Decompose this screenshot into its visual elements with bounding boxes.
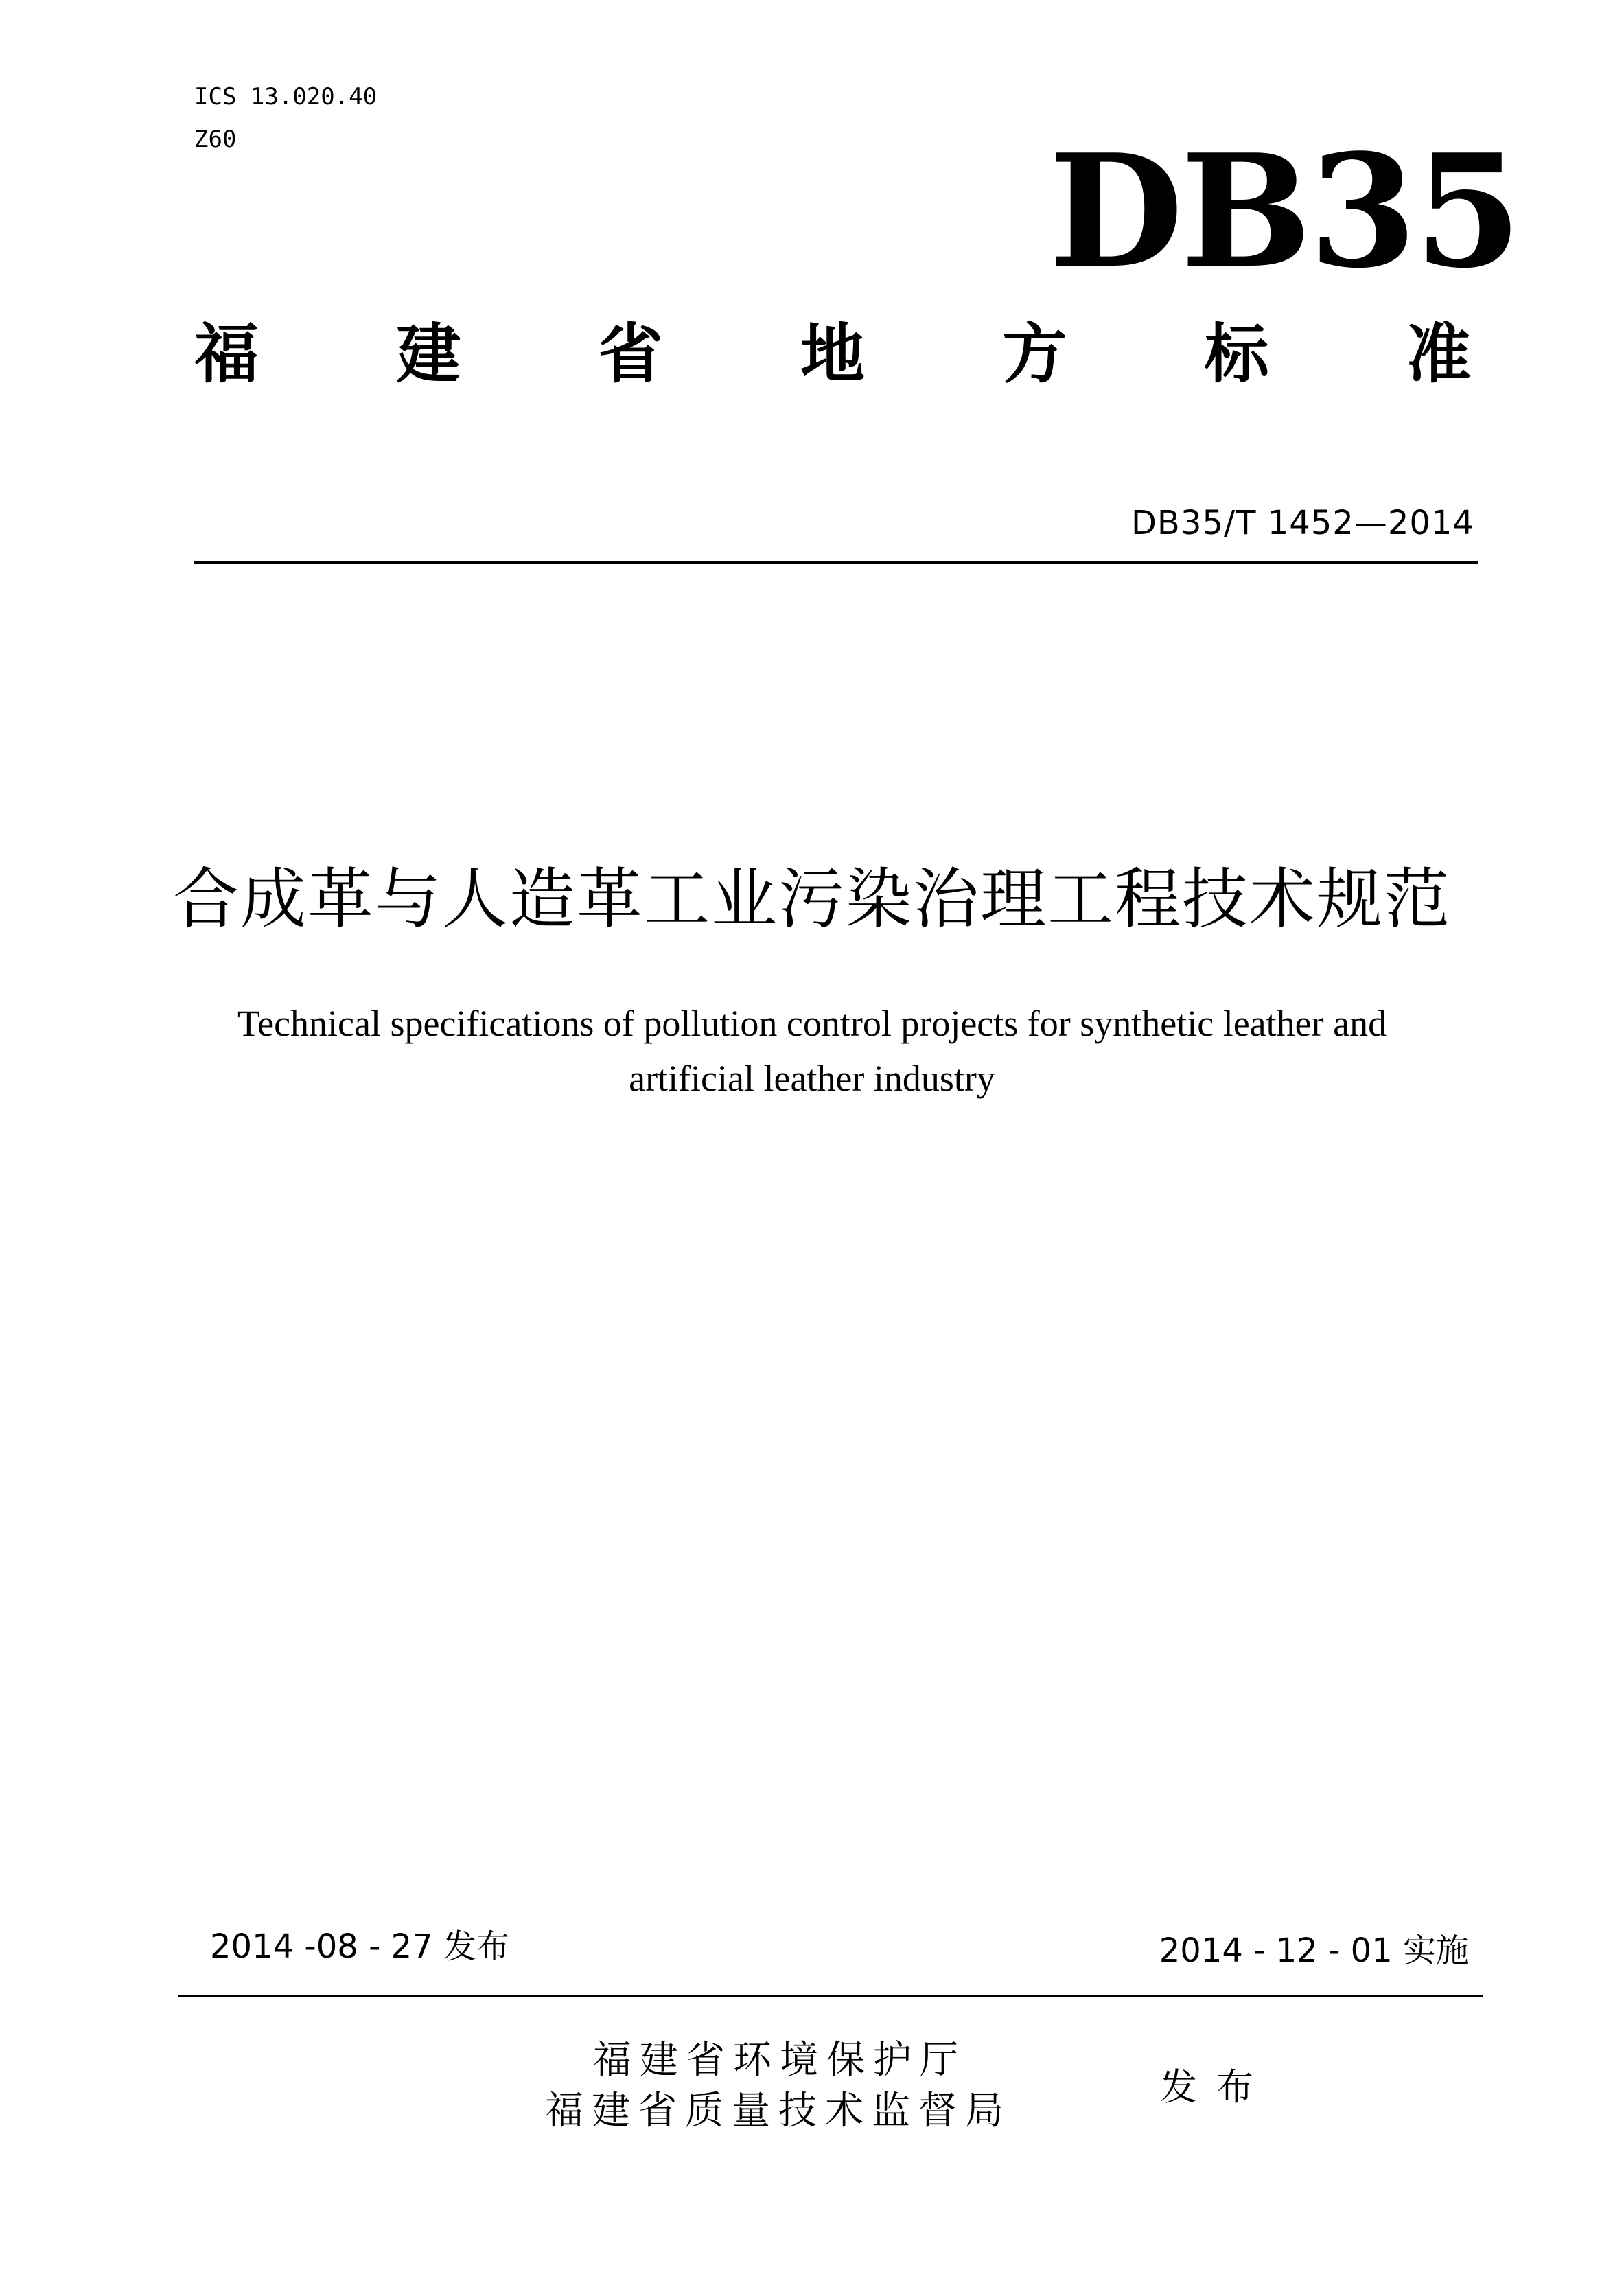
issuer-environment-dept: 福建省环境保护厅: [593, 2038, 966, 2083]
standard-type-char: 准: [1406, 317, 1471, 392]
standard-type-char: 福: [194, 317, 259, 392]
classification-code: Z60: [194, 126, 237, 153]
ics-code: ICS 13.020.40: [194, 83, 378, 111]
title-english-line1: Technical specifications of pollution control projects for synthetic leather and: [237, 1003, 1387, 1044]
standard-type-char: 标: [1204, 317, 1269, 392]
issuer-quality-bureau: 福建省质量技术监督局: [545, 2089, 1012, 2133]
standard-type-char: 省: [598, 317, 663, 392]
title-chinese: 合成革与人造革工业污染治理工程技术规范: [173, 861, 1451, 938]
standard-type-char: 方: [1002, 317, 1067, 392]
standard-type-char: 地: [800, 317, 865, 392]
title-english-line2: artificial leather industry: [629, 1058, 995, 1099]
standard-number: DB35/T 1452—2014: [1130, 504, 1474, 542]
header-divider: [194, 561, 1478, 564]
standard-type-heading: [194, 317, 1471, 392]
db35-logo: DB35: [1049, 121, 1520, 303]
publish-label: 发布: [1160, 2065, 1273, 2109]
implementation-date: 2014 - 12 - 01 实施: [1159, 1932, 1469, 1970]
standard-type-char: 建: [396, 317, 461, 392]
issue-date: 2014 -08 - 27 发布: [210, 1927, 509, 1966]
footer-divider: [178, 1995, 1483, 1997]
